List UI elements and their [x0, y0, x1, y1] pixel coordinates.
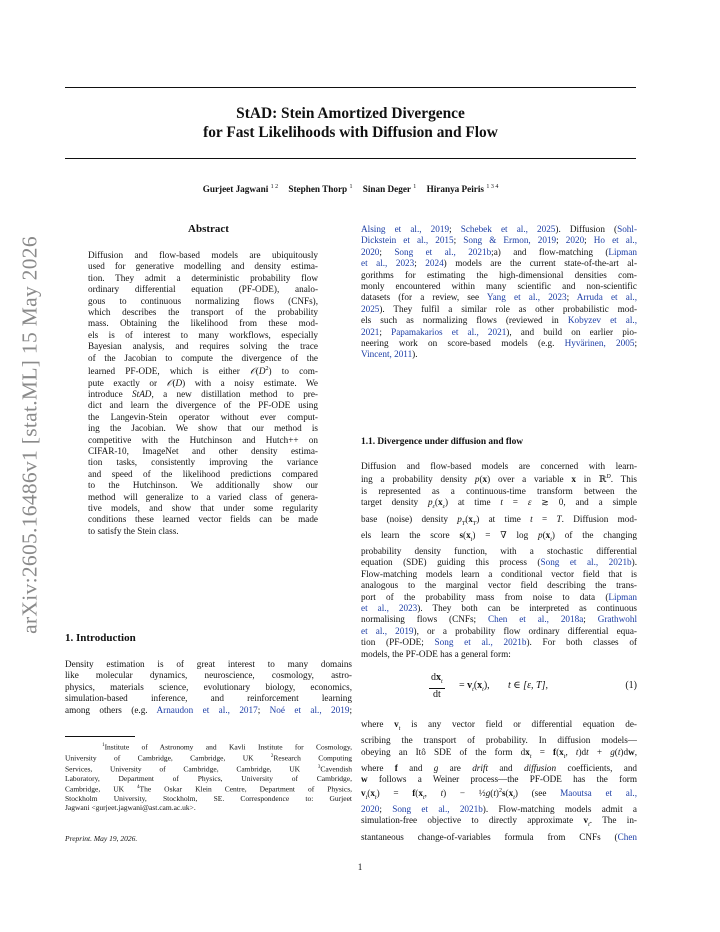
text-line: physics, materials science, evolutionary biology, economics,	[65, 681, 352, 692]
citation-link[interactable]: Dickstein et al., 2015	[361, 235, 454, 246]
text-line: 2020; Song et al., 2021b;a) and flow-matching (Lipman	[361, 246, 637, 257]
text-line: Cambridge, UK $^4$The Oskar Klein Centre, Department of Physics,	[65, 784, 352, 794]
citation-link[interactable]: 2020	[361, 246, 380, 257]
text-line: tion tasks, consistently improving the variance	[88, 457, 318, 468]
text-line: and speed of the likelihood predictions compared	[88, 468, 318, 479]
page-number: 1	[357, 862, 363, 872]
text-line: tive models, and show that under some regularity	[88, 503, 318, 513]
author-name: Sinan Deger	[362, 184, 411, 195]
introduction-heading: 1. Introduction	[65, 632, 136, 644]
text-line: $^1$Institute of Astronomy and Kavli Institute for Cosmology,	[102, 742, 352, 752]
equation-denominator: dt	[432, 689, 441, 700]
text-line: simulation-based inference, and reinforcement learning	[65, 693, 352, 704]
text-line: Laboratory, Department of Physics, University of Cambridge,	[65, 773, 352, 783]
text-line: among others (e.g. Arnaudon et al., 2017; Noé et al., 2019;	[65, 704, 352, 715]
section-1-1-body	[361, 461, 637, 660]
text-line: datasets (for a review, see Yang et al., 2023; Arruda et al.,	[361, 292, 638, 303]
section-1-1-heading: 1.1. Divergence under diffusion and flow	[361, 437, 524, 447]
text-line: 2020; Song et al., 2021b). Flow-matching models admit a	[361, 803, 637, 814]
citation-link[interactable]: 2024	[425, 258, 444, 269]
citation-link[interactable]: Chen	[617, 831, 637, 842]
text-line: stantaneous change-of-variables formula from CNFs (Chen	[361, 831, 637, 842]
citation-link[interactable]: Noé et al., 2019	[269, 704, 350, 715]
citation-link[interactable]: Lipman	[608, 591, 637, 602]
author-name: Gurjeet Jagwani	[202, 184, 269, 195]
text-line: target density $p_\varepsilon(x_\varepsilon)$ at time t = ε ≳ 0, and a simple	[361, 497, 637, 511]
citation-link[interactable]: Maoutsa et al.,	[560, 787, 637, 798]
citation-link[interactable]: Yang et al., 2023	[486, 292, 567, 303]
citation-link[interactable]: Schebek et al., 2025	[460, 224, 556, 234]
text-line: which describes the transport of the probability	[88, 307, 318, 318]
text-line: ordinary differential equation (PF-ODE), analo-	[88, 284, 318, 295]
citation-link[interactable]: 2025	[361, 303, 380, 314]
text-line: Bayesian analysis, and requires solving the trace	[88, 341, 318, 352]
text-line: gorithms for estimating the high-dimensional densities com-	[361, 269, 637, 280]
abstract-body	[88, 250, 318, 537]
text-line: analogous to the marginal vector field describing the trans-	[361, 580, 637, 591]
title-rule-bottom	[65, 158, 636, 159]
text-line: equation (SDE) guiding this process (Song et al., 2021b).	[361, 557, 637, 568]
text-line: conditions these learned vector fields can be made	[88, 514, 318, 525]
author-affiliation: 1 3 4	[486, 184, 499, 190]
text-line: Flow-matching models learn a conditional vector field that is	[361, 568, 637, 579]
text-line: monly encountered within many scientific and non-scientific	[361, 281, 637, 292]
text-line: $v_t(x_t) = f(x_t$, $t) - \frac{1}{2}g(t)^2s(x_t)$ (see Maoutsa et al.,	[361, 787, 637, 801]
text-line: of the Jacobian to compute the divergence of the	[88, 352, 318, 363]
text-line: tion. They admit a deterministic probability flow	[88, 272, 318, 283]
citation-link[interactable]: Hyvärinen, 2005	[564, 338, 635, 349]
text-line: like molecular dynamics, neuroscience, cosmology, astro-	[65, 670, 352, 681]
text-line: used for generative modelling and density estima-	[88, 261, 318, 272]
text-line: Diffusion and flow-based models are ubiquitously	[88, 250, 318, 260]
citation-link[interactable]: et al., 2023	[361, 258, 415, 269]
citation-link[interactable]: Arruda et al.,	[576, 292, 638, 303]
arxiv-stamp-text: arXiv:2605.16486v1 [stat.ML] 15 May 2026	[17, 236, 42, 634]
text-line: is represented as a continuous-time transform between the	[361, 485, 637, 496]
text-line: 2025). They fulfil a similar role as other probabilistic mod-	[361, 303, 637, 314]
text-line: normalising flows (CNFs; Chen et al., 2018a; Grathwohl	[361, 614, 637, 625]
text-line: et al., 2023; 2024) models are the current state-of-the-art al-	[361, 258, 637, 269]
citation-link[interactable]: Sohl-	[617, 224, 638, 234]
text-line: obeying an Itô SDE of the form $dx_t = f(x_t$, t)dt + g(t)dw,	[361, 746, 637, 760]
citation-link[interactable]: Song & Ermon, 2019	[463, 235, 557, 246]
author-name: Hiranya Peiris	[426, 184, 485, 195]
citation-link[interactable]: Ho et al.,	[593, 235, 637, 246]
text-line: models, the PF-ODE has a general form:	[361, 648, 511, 659]
text-line: Dickstein et al., 2015; Song & Ermon, 2019; 2020; Ho et al.,	[361, 235, 637, 246]
text-line: where $v_t$ is any vector field or differential equation de-	[361, 719, 637, 732]
paper-title	[65, 104, 636, 142]
equation-numerator: $dx_t$	[429, 672, 445, 689]
text-line: port of the probability mass from noise to data (Lipman	[361, 591, 637, 602]
text-line: University of Cambridge, Cambridge, UK $^2$Research Computing	[65, 753, 352, 763]
citation-link[interactable]: Alsing et al., 2019	[361, 224, 450, 234]
text-line: Alsing et al., 2019; Schebek et al., 2025). Diffusion (Sohl-	[361, 224, 638, 234]
text-line: scribing the transport of probability. In diffusion models—	[361, 735, 637, 746]
text-line: learned PF-ODE, which is either $𝒪(D^2)$ to com-	[88, 366, 318, 377]
author-list	[65, 184, 636, 194]
text-line: simulation-free objective to directly approximate $v_t$. The in-	[361, 815, 637, 829]
text-line: et al., 2023). They both can be interpreted as continuous	[361, 603, 638, 614]
citation-link[interactable]: Vincent, 2011	[361, 349, 413, 360]
citation-link[interactable]: 2020	[361, 803, 380, 814]
text-line: els such as normalizing flows (reviewed in Kobyzev et al.,	[361, 315, 637, 326]
citation-link[interactable]: et al., 2023	[361, 603, 418, 614]
text-line: where f and g are drift and diffusion coefficients, and	[361, 762, 638, 773]
text-line: gous to continuous normalizing flows (CNFs),	[88, 295, 318, 306]
text-line: Services, University of Cambridge, Cambridge, UK $^3$Cavendish	[65, 764, 352, 774]
citation-link[interactable]: Lipman	[608, 246, 637, 257]
title-line-1: StAD: Stein Amortized Divergence	[236, 105, 465, 122]
introduction-body	[65, 659, 352, 716]
text-line: 2021; Papamakarios et al., 2021), and build on earlier pio-	[361, 326, 637, 337]
citation-link[interactable]: Song et al., 2021b	[392, 803, 483, 814]
equation-number: (1)	[625, 680, 637, 691]
text-line: ing a probability density p(x) over a variable x in ℝ$^D$. This	[361, 474, 637, 485]
citation-link[interactable]: et al., 2019	[361, 625, 414, 636]
citation-link[interactable]: Kobyzev et al.,	[567, 315, 637, 326]
text-line: neering work on score-based models (e.g. Hyvärinen, 2005;	[361, 338, 637, 349]
text-line: the Langevin-Stein operator without ever comput-	[88, 411, 318, 422]
text-line: to the Hutchinson. We additionally show our	[88, 480, 318, 491]
text-line: competitive with the Hutchinson and Hutch++ on	[88, 434, 318, 445]
author-affiliation: 1	[413, 184, 417, 190]
author-name: Stephen Thorp	[288, 184, 348, 195]
text-line: pute exactly or 𝒪(D) with a noisy estimate. We	[88, 377, 319, 388]
citation-link[interactable]: 2021	[361, 326, 380, 337]
text-line: Diffusion and flow-based models are concerned with learn-	[361, 461, 637, 471]
affiliations-footnote	[65, 741, 352, 813]
equation-1	[361, 672, 637, 702]
text-line: CIFAR-10, ImageNet and other density estima-	[88, 445, 318, 456]
text-line: Vincent, 2011).	[361, 349, 418, 360]
text-line: et al., 2019), or a probability flow ordinary differential equa-	[361, 625, 637, 636]
citation-link[interactable]: Song et al., 2021b	[394, 246, 492, 257]
equation-fraction	[429, 672, 445, 701]
citation-link[interactable]: Chen et al., 2018a	[487, 614, 584, 625]
text-line: els learn the score $s(x_t)$ = ∇ $\log p(x_t)$ of the changing	[361, 529, 637, 543]
arxiv-stamp	[14, 210, 46, 660]
title-line-2: for Fast Likelihoods with Diffusion and Flow	[203, 124, 498, 141]
footnote-rule	[65, 736, 135, 737]
text-line: mass. Obtaining the likelihood from these mod-	[88, 318, 318, 329]
text-line: Stockholm University, Stockholm, SE. Correspondence to: Gurjeet	[65, 794, 352, 804]
text-line: introduce StAD, a new distillation method to pre-	[88, 388, 318, 399]
citation-link[interactable]: Song et al., 2021b	[540, 557, 632, 568]
text-line: ing the Jacobian. We show that our method is	[88, 423, 318, 434]
citation-link[interactable]: Arnaudon et al., 2017	[156, 704, 258, 715]
text-line: to satisfy the Stein class.	[88, 525, 179, 536]
text-line: dict and learn the divergence of the PF-ODE using	[88, 400, 318, 411]
text-line: Density estimation is of great interest to many domains	[65, 659, 352, 669]
text-line: probability density function, with a stochastic differential	[361, 545, 637, 556]
author-affiliation: 1	[349, 184, 353, 190]
section-1-1-continued	[361, 719, 637, 843]
equation-domain: t ∈ [ε, T],	[508, 680, 548, 691]
text-line: els is of interest to many workflows, especially	[88, 329, 318, 340]
preprint-note: Preprint. May 19, 2026.	[65, 834, 138, 843]
citation-link[interactable]: Song et al., 2021b	[434, 637, 527, 648]
equation-rhs: = $v_t(x_t)$,	[459, 680, 490, 693]
text-line: tion (PF-ODE; Song et al., 2021b). For both classes of	[361, 637, 637, 648]
text-line: base (noise) density $p_T(x_T)$ at time t = T. Diffusion mod-	[361, 513, 637, 527]
abstract-heading: Abstract	[188, 223, 229, 235]
text-line: method will generalize to a varied class of genera-	[88, 491, 318, 502]
introduction-continued	[361, 224, 637, 361]
text-line: w follows a Weiner process—the PF-ODE has the form	[361, 774, 637, 785]
citation-link[interactable]: Papamakarios et al., 2021	[391, 326, 507, 337]
text-line: Jagwani <gurjeet.jagwani@ast.cam.ac.uk>.	[65, 803, 196, 813]
author-affiliation: 1 2	[270, 184, 279, 190]
citation-link[interactable]: 2020	[565, 235, 585, 246]
citation-link[interactable]: Grathwohl	[597, 614, 637, 625]
title-rule-top	[65, 87, 636, 88]
